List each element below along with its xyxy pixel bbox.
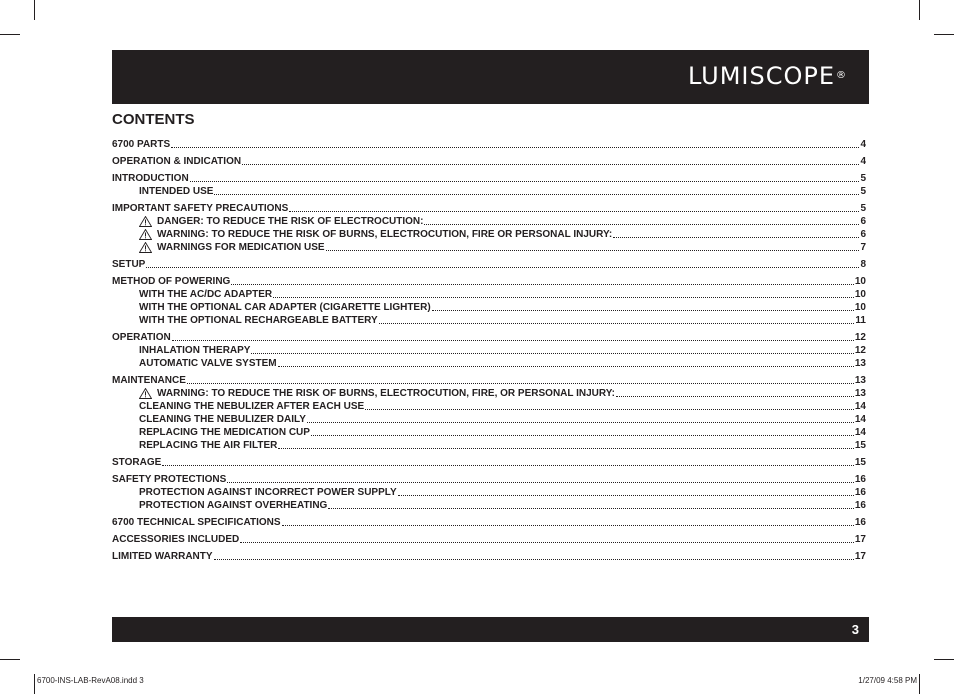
toc-entry-danger-electrocution[interactable] (112, 215, 866, 228)
toc-label: AUTOMATIC VALVE SYSTEM (139, 358, 277, 369)
toc-label: LIMITED WARRANTY (112, 551, 213, 562)
dot-leader (231, 275, 854, 285)
toc-label: CLEANING THE NEBULIZER AFTER EACH USE (139, 401, 365, 412)
toc-page-number: 6 (860, 216, 866, 227)
dot-leader (616, 387, 854, 397)
dot-leader (172, 331, 854, 341)
dot-leader (424, 215, 859, 225)
toc-page-number: 12 (854, 332, 866, 343)
toc-entry-warning-burns[interactable] (112, 228, 866, 241)
crop-mark (34, 674, 35, 694)
toc-page-number: 5 (860, 203, 866, 214)
dot-leader (613, 228, 859, 238)
toc-label: WARNINGS FOR MEDICATION USE (157, 242, 325, 253)
toc-page-number: 15 (854, 440, 866, 451)
crop-mark (919, 674, 920, 694)
dot-leader (240, 533, 854, 543)
toc-entry-cleaning-after-use[interactable] (112, 400, 866, 413)
toc-page-number: 10 (854, 276, 866, 287)
toc-entry-replacing-filter[interactable] (112, 439, 866, 452)
toc-entry-introduction[interactable] (112, 172, 866, 185)
toc-page-number: 13 (854, 375, 866, 386)
toc-page-number: 16 (854, 517, 866, 528)
dot-leader (379, 314, 855, 324)
crop-mark (919, 0, 920, 20)
crop-mark (0, 34, 20, 35)
dot-leader (307, 413, 854, 423)
warning-triangle-icon (139, 229, 152, 240)
dot-leader (162, 456, 854, 466)
table-of-contents (112, 138, 866, 563)
toc-label: PROTECTION AGAINST INCORRECT POWER SUPPLY (139, 487, 397, 498)
dot-leader (432, 301, 854, 311)
toc-page-number: 14 (854, 401, 866, 412)
brand-logo (688, 64, 847, 88)
toc-entry-safety-precautions[interactable] (112, 202, 866, 215)
toc-page-number: 16 (854, 487, 866, 498)
dot-leader (227, 473, 854, 483)
toc-page-number: 4 (860, 139, 866, 150)
toc-page-number: 14 (854, 414, 866, 425)
toc-entry-replacing-cup[interactable] (112, 426, 866, 439)
toc-page-number: 7 (860, 242, 866, 253)
toc-label: INTENDED USE (139, 186, 214, 197)
page-number: 3 (851, 622, 859, 637)
toc-entry-car-adapter[interactable] (112, 301, 866, 314)
dot-leader (289, 202, 859, 212)
toc-label: INTRODUCTION (112, 173, 189, 184)
toc-entry-method-of-powering[interactable] (112, 275, 866, 288)
dot-leader (278, 357, 854, 367)
toc-entry-operation[interactable] (112, 331, 866, 344)
toc-label: SAFETY PROTECTIONS (112, 474, 227, 485)
warning-triangle-icon (139, 242, 152, 253)
toc-label: 6700 TECHNICAL SPECIFICATIONS (112, 517, 281, 528)
dot-leader (146, 258, 859, 268)
toc-label: REPLACING THE AIR FILTER (139, 440, 278, 451)
toc-page-number: 10 (854, 289, 866, 300)
toc-label: IMPORTANT SAFETY PRECAUTIONS (112, 203, 289, 214)
toc-label: CLEANING THE NEBULIZER DAILY (139, 414, 306, 425)
crop-mark (934, 659, 954, 660)
toc-entry-setup[interactable] (112, 258, 866, 271)
toc-entry-inhalation-therapy[interactable] (112, 344, 866, 357)
toc-entry-ac-dc-adapter[interactable] (112, 288, 866, 301)
toc-entry-intended-use[interactable] (112, 185, 866, 198)
toc-label: WITH THE AC/DC ADAPTER (139, 289, 273, 300)
slug-filename: 6700-INS-LAB-RevA08.indd 3 (37, 676, 144, 685)
toc-label: WITH THE OPTIONAL RECHARGEABLE BATTERY (139, 315, 378, 326)
toc-label: WARNING: TO REDUCE THE RISK OF BURNS, ELECTROCUTION, FIRE, OR PERSONAL INJURY: (157, 388, 615, 399)
toc-label: OPERATION & INDICATION (112, 156, 242, 167)
dot-leader (214, 185, 859, 195)
toc-entry-rechargeable-battery[interactable] (112, 314, 866, 327)
toc-entry-overheating[interactable] (112, 499, 866, 512)
dot-leader (311, 426, 854, 436)
toc-entry-safety-protections[interactable] (112, 473, 866, 486)
toc-label: INHALATION THERAPY (139, 345, 251, 356)
toc-page-number: 15 (854, 457, 866, 468)
toc-entry-storage[interactable] (112, 456, 866, 469)
toc-entry-technical-specs[interactable] (112, 516, 866, 529)
warning-triangle-icon (139, 216, 152, 227)
toc-entry-6700-parts[interactable] (112, 138, 866, 151)
dot-leader (328, 499, 854, 509)
dot-leader (398, 486, 854, 496)
warning-triangle-icon (139, 388, 152, 399)
toc-page-number: 6 (860, 229, 866, 240)
registered-mark: ® (836, 70, 847, 81)
slug-timestamp: 1/27/09 4:58 PM (858, 676, 917, 685)
toc-label: SETUP (112, 259, 146, 270)
toc-entry-accessories[interactable] (112, 533, 866, 546)
toc-label: DANGER: TO REDUCE THE RISK OF ELECTROCUTION: (157, 216, 424, 227)
toc-page-number: 8 (860, 259, 866, 270)
dot-leader (171, 138, 859, 148)
dot-leader (326, 241, 860, 251)
toc-label: WITH THE OPTIONAL CAR ADAPTER (CIGARETTE LIGHTER) (139, 302, 431, 313)
toc-label: MAINTENANCE (112, 375, 186, 386)
toc-entry-maintenance[interactable] (112, 374, 866, 387)
toc-entry-operation-indication[interactable] (112, 155, 866, 168)
dot-leader (251, 344, 853, 354)
toc-entry-automatic-valve[interactable] (112, 357, 866, 370)
toc-page-number: 12 (854, 345, 866, 356)
header-bar (112, 50, 869, 104)
toc-page-number: 14 (854, 427, 866, 438)
toc-page-number: 13 (854, 358, 866, 369)
toc-label: STORAGE (112, 457, 162, 468)
dot-leader (273, 288, 854, 298)
dot-leader (187, 374, 854, 384)
toc-label: REPLACING THE MEDICATION CUP (139, 427, 310, 438)
footer-bar (112, 617, 869, 642)
dot-leader (278, 439, 854, 449)
toc-entry-medication-warnings[interactable] (112, 241, 866, 254)
toc-label: OPERATION (112, 332, 171, 343)
toc-entry-limited-warranty[interactable] (112, 550, 866, 563)
toc-label: METHOD OF POWERING (112, 276, 231, 287)
toc-page-number: 13 (854, 388, 866, 399)
toc-page-number: 17 (854, 551, 866, 562)
toc-page-number: 4 (860, 156, 866, 167)
toc-entry-incorrect-power[interactable] (112, 486, 866, 499)
toc-entry-maintenance-warning[interactable] (112, 387, 866, 400)
toc-page-number: 10 (854, 302, 866, 313)
toc-label: ACCESSORIES INCLUDED (112, 534, 240, 545)
dot-leader (365, 400, 854, 410)
crop-mark (934, 34, 954, 35)
toc-page-number: 17 (854, 534, 866, 545)
brand-name: LUMISCOPE (687, 62, 835, 90)
toc-entry-cleaning-daily[interactable] (112, 413, 866, 426)
toc-page-number: 5 (860, 186, 866, 197)
page-title: CONTENTS (112, 111, 195, 128)
toc-page-number: 16 (854, 474, 866, 485)
dot-leader (242, 155, 859, 165)
crop-mark (0, 659, 20, 660)
toc-label: WARNING: TO REDUCE THE RISK OF BURNS, ELECTROCUTION, FIRE OR PERSONAL INJURY: (157, 229, 613, 240)
toc-page-number: 5 (860, 173, 866, 184)
toc-label: PROTECTION AGAINST OVERHEATING (139, 500, 328, 511)
crop-mark (34, 0, 35, 20)
dot-leader (214, 550, 854, 560)
toc-page-number: 16 (854, 500, 866, 511)
dot-leader (282, 516, 854, 526)
dot-leader (190, 172, 860, 182)
toc-page-number: 11 (855, 315, 866, 326)
toc-label: 6700 PARTS (112, 139, 171, 150)
